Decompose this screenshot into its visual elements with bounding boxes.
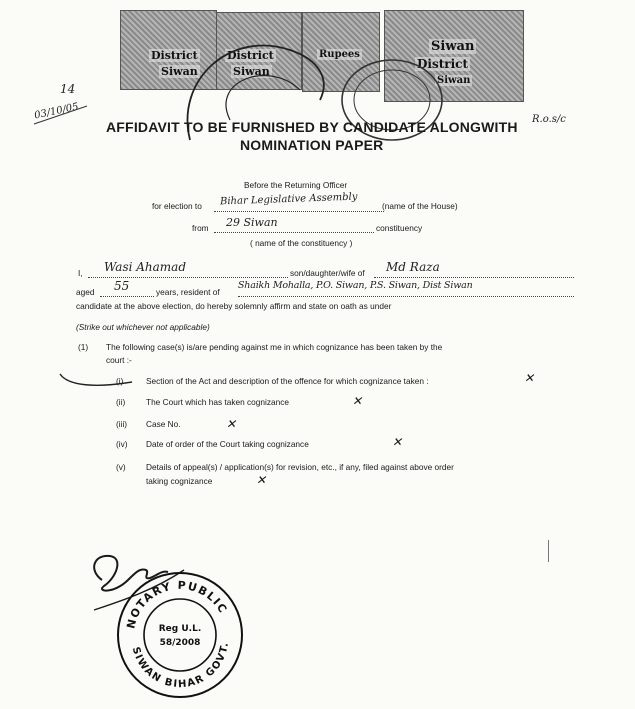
election-dotted-line [214,211,384,212]
item-1-number: (1) [78,342,89,352]
years-label: years, resident of [156,287,220,297]
subitem-4-number: (iv) [116,439,128,449]
title-line-2: NOMINATION PAPER [240,137,384,153]
constituency-dotted-line [214,232,374,233]
subitem-5-text-line2: taking cognizance [146,476,213,486]
margin-note-underline [32,100,92,130]
aged-prefix: aged [76,287,95,297]
subitem-3-text: Case No. [146,419,181,429]
handwritten-bracket [56,368,136,392]
declaration-line-3: candidate at the above election, do hereby solemnly affirm and state on oath as under [76,301,392,311]
notary-seal-reg: Reg U.L. [158,624,202,634]
address-value: Shaikh Mohalla, P.O. Siwan, P.S. Siwan, Dist Siwan [238,280,473,291]
from-prefix: from [192,223,209,233]
i-prefix: I, [78,268,83,278]
age-value: 55 [114,279,130,293]
subitem-4-nil-mark: ✕ [392,435,403,449]
title-line-1: AFFIDAVIT TO BE FURNISHED BY CANDIDATE ALONGWITH [106,119,518,135]
address-dotted-line [238,296,574,297]
subitem-5-nil-mark: ✕ [256,473,267,487]
margin-note-number: 14 [60,82,76,96]
scan-mark-right [548,540,549,562]
stamp-2-text-2: Siwan [233,65,270,78]
subitem-5-number: (v) [116,462,126,472]
election-prefix: for election to [152,201,202,211]
father-dotted-line [374,277,574,278]
subitem-3-number: (iii) [116,419,128,429]
margin-note-date: 03/10/05 [33,101,80,122]
stamp-1-text-1: District [151,49,198,62]
item-1-text-line1: The following case(s) is/are pending against me in which cognizance has been taken by the [106,342,443,352]
house-suffix: (name of the House) [382,201,458,211]
subitem-2-number: (ii) [116,397,126,407]
notary-seal [110,565,250,700]
notary-seal-top-text: NOTARY PUBLIC [124,578,230,630]
stamp-3-text: Rupees [319,49,360,60]
relation-label: son/daughter/wife of [290,268,365,278]
subitem-1-number: (i) [116,376,124,386]
subitem-3-nil-mark: ✕ [226,417,237,431]
stamp-2-text-1: District [227,49,274,62]
svg-text:SIWAN BIHAR GOVT. [130,641,231,690]
election-value: Bihar Legislative Assembly [219,191,358,208]
stamp-4-text-3: Siwan [437,75,471,86]
father-name: Md Raza [386,260,440,274]
constituency-suffix: constituency [376,223,423,233]
subitem-1-nil-mark: ✕ [524,371,535,385]
notary-seal-bottom-text: SIWAN BIHAR GOVT. [129,640,231,691]
subitem-4-text: Date of order of the Court taking cognizance [146,439,309,449]
strike-note: (Strike out whichever not applicable) [76,322,210,332]
constituency-value: 29 Siwan [226,216,278,229]
candidate-name: Wasi Ahamad [104,260,187,274]
constituency-note: ( name of the constituency ) [250,238,353,248]
item-1-text-line2: court :- [106,355,132,365]
stamp-4-text-2: District [417,57,468,71]
notary-seal-number: 58/2008 [159,638,201,648]
corner-note: R.o.s/c [532,114,566,125]
subitem-2-nil-mark: ✕ [352,394,363,408]
age-dotted-line [100,296,154,297]
stamp-1-text-2: Siwan [161,65,198,78]
name-dotted-line [88,277,288,278]
subitem-1-text: Section of the Act and description of the offence for which cognizance taken : [146,376,429,386]
before-returning-officer: Before the Returning Officer [244,180,348,190]
subitem-2-text: The Court which has taken cognizance [146,397,289,407]
subitem-5-text: Details of appeal(s) / application(s) for revision, etc., if any, filed against above order [146,462,454,472]
stamp-4-text-1: Siwan [431,39,475,54]
